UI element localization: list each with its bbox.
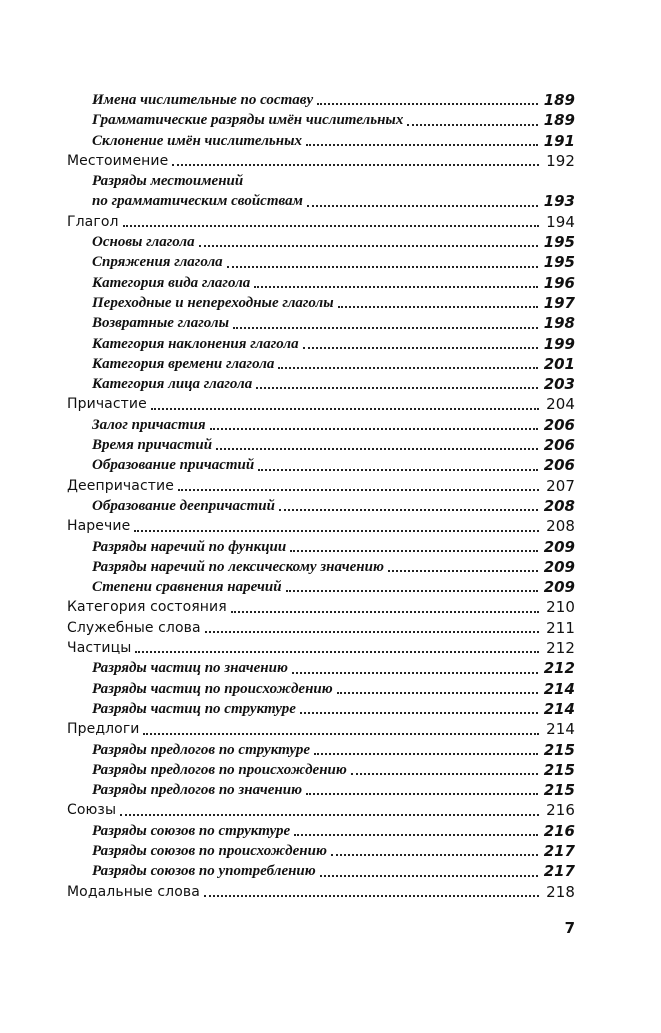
toc-entry	[67, 90, 575, 110]
toc-entry-label: Категория состояния	[67, 599, 227, 616]
toc-entry-page: 196	[543, 273, 575, 292]
toc-entry	[67, 110, 575, 130]
toc-entry-label: Разряды союзов по употреблению	[92, 863, 316, 880]
toc-entry-page: 199	[543, 334, 575, 353]
toc-entry-page: 208	[543, 496, 575, 515]
toc-entry-page: 191	[543, 131, 575, 150]
dot-leader	[337, 692, 538, 694]
dot-leader	[204, 895, 539, 897]
toc-entry-page: 209	[543, 578, 575, 597]
toc-entry-label: Разряды предлогов по происхождению	[92, 761, 347, 778]
dot-leader	[134, 530, 539, 532]
table-of-contents	[67, 90, 575, 902]
dot-leader	[256, 387, 537, 389]
dot-leader	[178, 489, 539, 491]
toc-entry-page: 189	[543, 111, 575, 130]
toc-entry-label: Образование деепричастий	[92, 497, 275, 514]
toc-entry	[67, 313, 575, 333]
dot-leader	[120, 814, 539, 816]
dot-leader	[233, 327, 538, 329]
toc-entry-page: 189	[543, 91, 575, 109]
toc-entry	[67, 780, 575, 800]
toc-entry-label-continued: по грамматическим свойствам	[92, 193, 303, 210]
toc-entry	[67, 415, 575, 435]
toc-entry-label: Категория наклонения глагола	[92, 335, 299, 352]
toc-entry-page: 215	[543, 740, 575, 759]
dot-leader	[300, 712, 538, 714]
toc-entry	[67, 760, 575, 780]
toc-entry-page: 215	[543, 781, 575, 800]
dot-leader	[351, 773, 538, 775]
toc-entry-label: Склонение имён числительных	[92, 132, 302, 149]
toc-entry	[67, 882, 575, 902]
toc-entry	[67, 455, 575, 475]
toc-entry-page: 198	[543, 314, 575, 333]
toc-entry-label: Местоимение	[67, 152, 169, 169]
dot-leader	[320, 875, 538, 877]
toc-entry-page: 209	[543, 537, 575, 556]
dot-leader	[306, 144, 538, 146]
dot-leader	[338, 306, 538, 308]
toc-entry-page: 214	[546, 720, 575, 739]
toc-entry	[67, 476, 575, 496]
dot-leader	[151, 408, 539, 410]
toc-entry	[67, 679, 575, 699]
toc-entry-label: Разряды наречий по функции	[92, 538, 287, 555]
toc-entry-label: Переходные и непереходные глаголы	[92, 294, 334, 311]
toc-entry-page: 206	[543, 415, 575, 434]
toc-entry-page: 194	[546, 212, 575, 231]
dot-leader	[210, 428, 538, 430]
toc-entry-label: Категория времени глагола	[92, 355, 275, 372]
toc-entry-page: 217	[543, 841, 575, 860]
toc-entry-label: Разряды частиц по значению	[92, 660, 288, 677]
toc-entry	[67, 719, 575, 739]
dot-leader	[227, 266, 538, 268]
dot-leader	[143, 733, 539, 735]
toc-entry	[67, 841, 575, 861]
toc-entry-label: Разряды частиц по происхождению	[92, 680, 333, 697]
toc-entry	[67, 232, 575, 252]
toc-entry	[67, 740, 575, 760]
toc-entry	[67, 273, 575, 293]
dot-leader	[135, 651, 539, 653]
toc-entry-page: 206	[543, 436, 575, 455]
toc-entry-page: 212	[543, 659, 575, 678]
toc-entry-label: Залог причастия	[92, 416, 206, 433]
dot-leader	[172, 164, 539, 166]
toc-entry-label: Разряды предлогов по значению	[92, 782, 303, 799]
toc-entry-label: Категория вида глагола	[92, 274, 251, 291]
dot-leader	[254, 286, 537, 288]
toc-entry-label: Категория лица глагола	[92, 376, 253, 393]
toc-entry-page: 211	[546, 618, 575, 637]
toc-entry-label: Разряды предлогов по структуре	[92, 741, 311, 758]
dot-leader	[294, 834, 538, 836]
toc-entry	[67, 293, 575, 313]
dot-leader	[292, 672, 538, 674]
dot-leader	[216, 448, 538, 450]
toc-entry-label: Возвратные глаголы	[92, 315, 229, 332]
toc-entry-label: Предлоги	[67, 721, 140, 738]
toc-entry	[67, 435, 575, 455]
toc-entry-page: 192	[546, 151, 575, 170]
toc-entry-page: 214	[543, 699, 575, 718]
toc-entry-label-group	[92, 171, 303, 212]
toc-entry-page: 209	[543, 557, 575, 576]
toc-entry	[67, 252, 575, 272]
dot-leader	[407, 124, 537, 126]
toc-entry-page: 206	[543, 456, 575, 475]
toc-entry	[67, 151, 575, 171]
toc-entry-page: 215	[543, 760, 575, 779]
toc-entry-page: 195	[543, 233, 575, 252]
dot-leader	[290, 550, 537, 552]
toc-entry-label: Грамматические разряды имён числительных	[92, 112, 404, 129]
toc-entry	[67, 658, 575, 678]
dot-leader	[231, 611, 539, 613]
toc-entry-label: Разряды частиц по структуре	[92, 700, 296, 717]
dot-leader	[258, 469, 537, 471]
toc-entry-page: 210	[546, 598, 575, 617]
toc-entry	[67, 577, 575, 597]
toc-entry	[67, 557, 575, 577]
toc-entry-label: Разряды наречий по лексическому значению	[92, 558, 384, 575]
toc-entry-page: 207	[546, 476, 575, 495]
toc-entry-label: Наречие	[67, 518, 131, 535]
toc-entry	[67, 861, 575, 881]
toc-entry	[67, 334, 575, 354]
toc-entry	[67, 699, 575, 719]
dot-leader	[314, 753, 538, 755]
toc-entry	[67, 212, 575, 232]
toc-entry-label: Служебные слова	[67, 619, 201, 636]
toc-entry-page: 195	[543, 253, 575, 272]
toc-entry-label: Частицы	[67, 640, 132, 657]
toc-entry	[67, 537, 575, 557]
toc-entry-label: Степени сравнения наречий	[92, 579, 282, 596]
dot-leader	[306, 793, 538, 795]
dot-leader	[388, 570, 538, 572]
toc-entry-label: Деепричастие	[67, 477, 174, 494]
toc-entry	[67, 800, 575, 820]
toc-entry	[67, 496, 575, 516]
toc-entry-label: Спряжения глагола	[92, 254, 223, 271]
dot-leader	[205, 631, 539, 633]
toc-entry-page: 208	[546, 517, 575, 536]
toc-entry	[67, 131, 575, 151]
dot-leader	[307, 205, 538, 207]
toc-entry	[67, 618, 575, 638]
dot-leader	[279, 509, 538, 511]
toc-entry-page: 218	[546, 882, 575, 901]
toc-entry-page: 212	[546, 639, 575, 658]
dot-leader	[199, 245, 538, 247]
toc-entry-label: Причастие	[67, 396, 147, 413]
dot-leader	[286, 590, 538, 592]
toc-entry	[67, 374, 575, 394]
dot-leader	[317, 103, 538, 105]
toc-entry-page: 204	[546, 395, 575, 414]
toc-entry	[67, 597, 575, 617]
toc-entry-label: Разряды союзов по происхождению	[92, 842, 327, 859]
toc-entry-label: Образование причастий	[92, 457, 255, 474]
toc-entry-label: Время причастий	[92, 437, 213, 454]
toc-entry-page: 216	[543, 821, 575, 840]
toc-entry	[67, 171, 575, 212]
toc-entry	[67, 354, 575, 374]
toc-entry-page: 217	[543, 862, 575, 881]
dot-leader	[331, 854, 538, 856]
toc-entry-label: Разряды местоимений	[92, 173, 244, 190]
page-number: 7	[564, 919, 575, 937]
toc-entry-page: 214	[543, 679, 575, 698]
toc-entry-label: Разряды союзов по структуре	[92, 822, 291, 839]
toc-entry-page: 197	[543, 293, 575, 312]
toc-entry-page: 216	[546, 801, 575, 820]
toc-entry	[67, 516, 575, 536]
toc-entry-label: Основы глагола	[92, 234, 195, 251]
toc-entry-page: 193	[543, 192, 575, 211]
toc-entry-label: Союзы	[67, 802, 117, 819]
toc-entry-page: 203	[543, 375, 575, 394]
toc-entry	[67, 821, 575, 841]
dot-leader	[123, 225, 539, 227]
dot-leader	[303, 347, 538, 349]
dot-leader	[278, 367, 537, 369]
toc-entry	[67, 394, 575, 414]
toc-entry-label: Глагол	[67, 213, 119, 230]
toc-entry	[67, 638, 575, 658]
toc-entry-label: Модальные слова	[67, 883, 200, 900]
toc-entry-label: Имена числительные по составу	[92, 92, 314, 108]
toc-entry-page: 201	[543, 354, 575, 373]
